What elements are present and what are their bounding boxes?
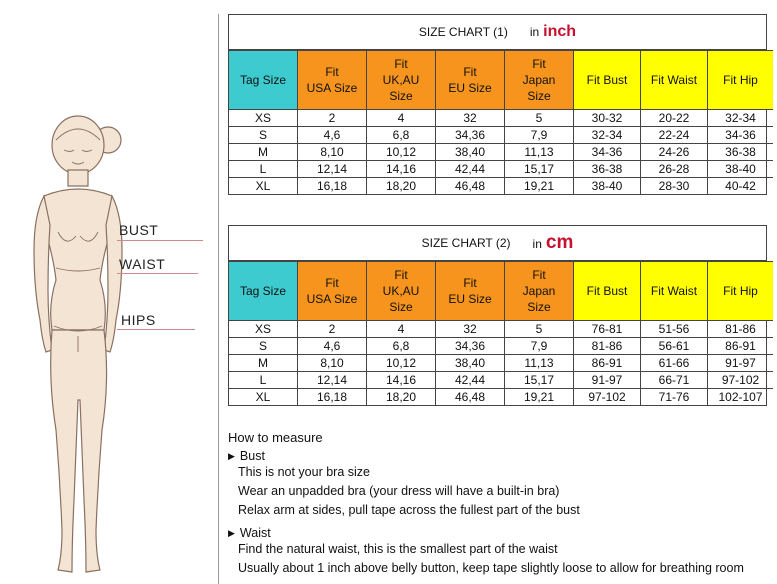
table-cell: 86-91 bbox=[574, 355, 641, 372]
table-row bbox=[229, 355, 773, 372]
table-cell: M bbox=[229, 144, 298, 161]
table-cell: 32-34 bbox=[574, 127, 641, 144]
column-header: Fit EU Size bbox=[436, 262, 505, 321]
table-cell: XL bbox=[229, 389, 298, 406]
unit-prefix: in bbox=[529, 25, 540, 39]
table-cell: 4 bbox=[367, 321, 436, 338]
table-cell: 10,12 bbox=[367, 355, 436, 372]
table-cell: 32 bbox=[436, 321, 505, 338]
table-cell: 19,21 bbox=[505, 389, 574, 406]
table-cell: 6,8 bbox=[367, 127, 436, 144]
column-header: Fit Waist bbox=[641, 51, 708, 110]
table-cell: 4,6 bbox=[298, 338, 367, 355]
chart-title bbox=[229, 226, 766, 261]
table-cell: 46,48 bbox=[436, 389, 505, 406]
table-cell: 36-38 bbox=[708, 144, 774, 161]
table-cell: 18,20 bbox=[367, 389, 436, 406]
table-cell: M bbox=[229, 355, 298, 372]
waist-instruction: Find the natural waist, this is the smallest part of the waist bbox=[238, 542, 558, 556]
table-cell: 8,10 bbox=[298, 144, 367, 161]
chart-title-text: SIZE CHART (2) bbox=[421, 236, 511, 250]
table-cell: 34,36 bbox=[436, 338, 505, 355]
table-cell: 42,44 bbox=[436, 372, 505, 389]
how-to-measure-heading: How to measure bbox=[228, 430, 323, 445]
table-cell: 2 bbox=[298, 110, 367, 127]
unit-prefix: in bbox=[532, 237, 542, 251]
table-row bbox=[229, 372, 773, 389]
hips-line bbox=[117, 329, 195, 330]
table-cell: 51-56 bbox=[641, 321, 708, 338]
waist-line bbox=[117, 273, 198, 274]
table-cell: 97-102 bbox=[708, 372, 774, 389]
table-row bbox=[229, 144, 773, 161]
table-cell: 5 bbox=[505, 110, 574, 127]
table-cell: 19,21 bbox=[505, 178, 574, 195]
table-cell: 34-36 bbox=[708, 127, 774, 144]
table-cell: 4 bbox=[367, 110, 436, 127]
bust-title: Bust bbox=[239, 449, 265, 463]
bust-section-title bbox=[228, 449, 777, 463]
table-cell: 15,17 bbox=[505, 161, 574, 178]
table-cell: 18,20 bbox=[367, 178, 436, 195]
bust-instruction: Relax arm at sides, pull tape across the fullest part of the bust bbox=[238, 503, 580, 517]
table-cell: 91-97 bbox=[574, 372, 641, 389]
triangle-bullet-icon: ▶ bbox=[228, 527, 235, 538]
table-cell: 14,16 bbox=[367, 161, 436, 178]
table-cell: 2 bbox=[298, 321, 367, 338]
table-cell: 24-26 bbox=[641, 144, 708, 161]
unit-label: inch bbox=[543, 23, 577, 40]
table-row bbox=[229, 389, 773, 406]
table-cell: 71-76 bbox=[641, 389, 708, 406]
column-header: Fit USA Size bbox=[298, 51, 367, 110]
table-cell: 11,13 bbox=[505, 355, 574, 372]
table-cell: XS bbox=[229, 321, 298, 338]
column-header: Fit USA Size bbox=[298, 262, 367, 321]
table-cell: 16,18 bbox=[298, 389, 367, 406]
table-cell: 40-42 bbox=[708, 178, 774, 195]
table-cell: 22-24 bbox=[641, 127, 708, 144]
table-row bbox=[229, 161, 773, 178]
table-cell: 61-66 bbox=[641, 355, 708, 372]
hips-label: HIPS bbox=[121, 312, 156, 328]
column-header: Fit Hip bbox=[708, 51, 774, 110]
column-header: Fit Bust bbox=[574, 262, 641, 321]
table-cell: L bbox=[229, 161, 298, 178]
table-cell: 7,9 bbox=[505, 338, 574, 355]
chart-title-text: SIZE CHART (1) bbox=[418, 25, 508, 39]
table-cell: 42,44 bbox=[436, 161, 505, 178]
bust-label: BUST bbox=[119, 222, 159, 238]
table-row bbox=[229, 338, 773, 355]
table-cell: 91-97 bbox=[708, 355, 774, 372]
table-cell: 102-107 bbox=[708, 389, 774, 406]
table-cell: 32-34 bbox=[708, 110, 774, 127]
triangle-bullet-icon: ▶ bbox=[228, 450, 235, 461]
table-cell: 38-40 bbox=[708, 161, 774, 178]
waist-label: WAIST bbox=[119, 256, 166, 272]
table-row bbox=[229, 110, 773, 127]
table-cell: 12,14 bbox=[298, 161, 367, 178]
table-cell: 8,10 bbox=[298, 355, 367, 372]
table-cell: S bbox=[229, 127, 298, 144]
table-cell: 4,6 bbox=[298, 127, 367, 144]
column-header: Fit EU Size bbox=[436, 51, 505, 110]
size-chart-cm bbox=[228, 225, 767, 406]
table-cell: 46,48 bbox=[436, 178, 505, 195]
table-row bbox=[229, 178, 773, 195]
table-cell: 81-86 bbox=[708, 321, 774, 338]
table-cell: 56-61 bbox=[641, 338, 708, 355]
column-header: Fit Waist bbox=[641, 262, 708, 321]
column-header: Fit UK,AU Size bbox=[367, 51, 436, 110]
table-cell: 12,14 bbox=[298, 372, 367, 389]
table-cell: 34-36 bbox=[574, 144, 641, 161]
table-cell: 32 bbox=[436, 110, 505, 127]
body-silhouette-illustration bbox=[0, 0, 218, 584]
table-cell: 81-86 bbox=[574, 338, 641, 355]
table-cell: 5 bbox=[505, 321, 574, 338]
table-cell: 86-91 bbox=[708, 338, 774, 355]
table-cell: 97-102 bbox=[574, 389, 641, 406]
table-cell: 30-32 bbox=[574, 110, 641, 127]
bust-instruction: This is not your bra size bbox=[238, 465, 370, 479]
column-header: Fit Hip bbox=[708, 262, 774, 321]
table-cell: 14,16 bbox=[367, 372, 436, 389]
table-cell: 26-28 bbox=[641, 161, 708, 178]
table-cell: 66-71 bbox=[641, 372, 708, 389]
waist-section-title bbox=[228, 526, 777, 540]
table-row bbox=[229, 321, 773, 338]
table-cell: 11,13 bbox=[505, 144, 574, 161]
table-cell: L bbox=[229, 372, 298, 389]
size-table bbox=[229, 50, 773, 194]
size-chart-inch bbox=[228, 14, 767, 195]
waist-instruction: Usually about 1 inch above belly button, keep tape slightly loose to allow for breathing room bbox=[238, 561, 744, 575]
table-cell: 16,18 bbox=[298, 178, 367, 195]
column-header: Fit Japan Size bbox=[505, 262, 574, 321]
body-figure-panel bbox=[0, 0, 218, 584]
table-cell: XL bbox=[229, 178, 298, 195]
size-table bbox=[229, 261, 773, 405]
header-row bbox=[229, 262, 773, 321]
table-cell: 36-38 bbox=[574, 161, 641, 178]
bust-line bbox=[117, 240, 203, 241]
table-row bbox=[229, 127, 773, 144]
bust-instruction: Wear an unpadded bra (your dress will have a built-in bra) bbox=[238, 484, 560, 498]
table-cell: 38-40 bbox=[574, 178, 641, 195]
table-cell: 6,8 bbox=[367, 338, 436, 355]
header-row bbox=[229, 51, 773, 110]
table-cell: 15,17 bbox=[505, 372, 574, 389]
column-header: Tag Size bbox=[229, 262, 298, 321]
table-cell: 10,12 bbox=[367, 144, 436, 161]
table-cell: S bbox=[229, 338, 298, 355]
how-to-measure bbox=[228, 430, 777, 578]
column-header: Fit UK,AU Size bbox=[367, 262, 436, 321]
chart-title bbox=[229, 15, 766, 50]
table-cell: 38,40 bbox=[436, 144, 505, 161]
table-cell: 38,40 bbox=[436, 355, 505, 372]
table-cell: 7,9 bbox=[505, 127, 574, 144]
column-header: Fit Japan Size bbox=[505, 51, 574, 110]
column-header: Tag Size bbox=[229, 51, 298, 110]
waist-title: Waist bbox=[239, 526, 271, 540]
table-cell: XS bbox=[229, 110, 298, 127]
column-header: Fit Bust bbox=[574, 51, 641, 110]
vertical-divider bbox=[218, 14, 219, 584]
unit-label: cm bbox=[545, 232, 574, 253]
table-cell: 20-22 bbox=[641, 110, 708, 127]
table-cell: 76-81 bbox=[574, 321, 641, 338]
table-cell: 34,36 bbox=[436, 127, 505, 144]
table-cell: 28-30 bbox=[641, 178, 708, 195]
